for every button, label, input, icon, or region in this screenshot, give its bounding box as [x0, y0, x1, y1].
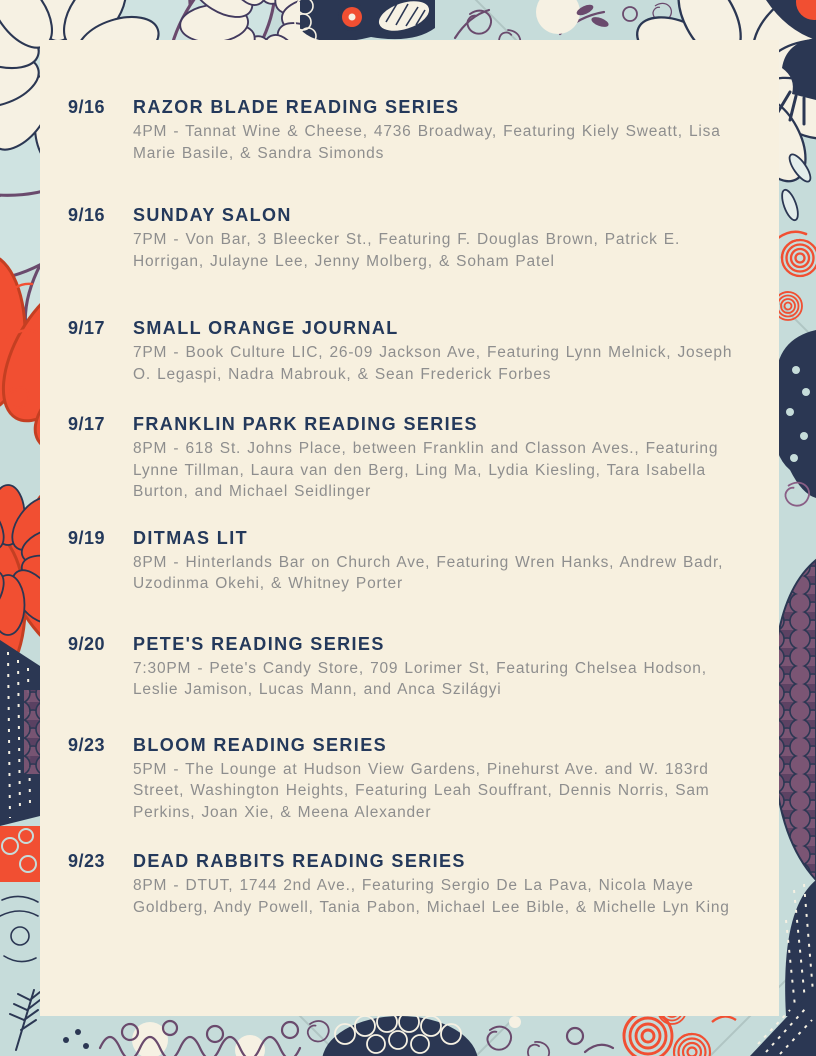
- event-date: 9/16: [68, 97, 106, 117]
- event-title: BLOOM READING SERIES: [133, 734, 388, 755]
- event-date: 9/19: [68, 527, 106, 548]
- event-item: [68, 848, 749, 918]
- event-item: [68, 525, 749, 595]
- event-item: [68, 411, 749, 503]
- event-details: 8PM - DTUT, 1744 2nd Ave., Featuring Sergio De La Pava, Nicola Maye Goldberg, Andy Powell, Tania Pabon, Michael Lee Bible, & Michelle Lyn King: [133, 877, 730, 916]
- event-date: 9/16: [68, 205, 106, 225]
- event-list-panel: [40, 40, 779, 1016]
- event-details: 4PM - Tannat Wine & Cheese, 4736 Broadway, Featuring Kiely Sweatt, Lisa Marie Basile, & Sandra Simonds: [133, 123, 721, 162]
- event-list: [68, 94, 749, 918]
- event-title: DEAD RABBITS READING SERIES: [133, 851, 466, 871]
- event-title: SMALL ORANGE JOURNAL: [133, 318, 399, 338]
- event-details: 7PM - Von Bar, 3 Bleecker St., Featuring F. Douglas Brown, Patrick E. Horrigan, Julayne Lee, Jenny Molberg, & Soham Patel: [133, 231, 681, 270]
- event-details: 8PM - 618 St. Johns Place, between Franklin and Classon Aves., Featuring Lynne Tillman, Laura van den Berg, Ling Ma, Lydia Kiesling, Tara Isabella Burton, and Michael Seidlinger: [133, 440, 719, 500]
- event-details: 7:30PM - Pete's Candy Store, 709 Lorimer St, Featuring Chelsea Hodson, Leslie Jamison, Lucas Mann, and Anca Szilágyi: [133, 659, 707, 698]
- event-body: [133, 631, 749, 701]
- event-date: 9/23: [68, 851, 106, 871]
- event-item: [68, 732, 749, 824]
- event-body: [133, 202, 749, 272]
- event-details: 5PM - The Lounge at Hudson View Gardens, Pinehurst Ave. and W. 183rd Street, Washington Heights, Featuring Leah Souffrant, Dennis Norris, Sam Perkins, Joan Xie, & Meena Alexander: [133, 760, 710, 821]
- event-title: FRANKLIN PARK READING SERIES: [133, 414, 478, 434]
- event-body: [133, 411, 749, 503]
- event-item: [68, 94, 749, 164]
- event-date: 9/17: [68, 318, 106, 338]
- event-title: PETE'S READING SERIES: [133, 633, 385, 654]
- event-details: 7PM - Book Culture LIC, 26-09 Jackson Ave, Featuring Lynn Melnick, Joseph O. Legaspi, Nadra Mabrouk, & Sean Frederick Forbes: [133, 344, 733, 383]
- event-body: [133, 525, 749, 595]
- event-date: 9/23: [68, 734, 106, 755]
- event-item: [68, 315, 749, 385]
- event-details: 8PM - Hinterlands Bar on Church Ave, Featuring Wren Hanks, Andrew Badr, Uzodinma Okehi, & Whitney Porter: [133, 553, 724, 592]
- event-body: [133, 315, 749, 385]
- event-item: [68, 202, 749, 272]
- event-body: [133, 732, 749, 824]
- event-title: SUNDAY SALON: [133, 205, 292, 225]
- event-title: RAZOR BLADE READING SERIES: [133, 97, 460, 117]
- event-item: [68, 631, 749, 701]
- event-date: 9/17: [68, 414, 106, 434]
- event-date: 9/20: [68, 633, 106, 654]
- event-body: [133, 848, 749, 918]
- event-title: DITMAS LIT: [133, 527, 248, 548]
- event-body: [133, 94, 749, 164]
